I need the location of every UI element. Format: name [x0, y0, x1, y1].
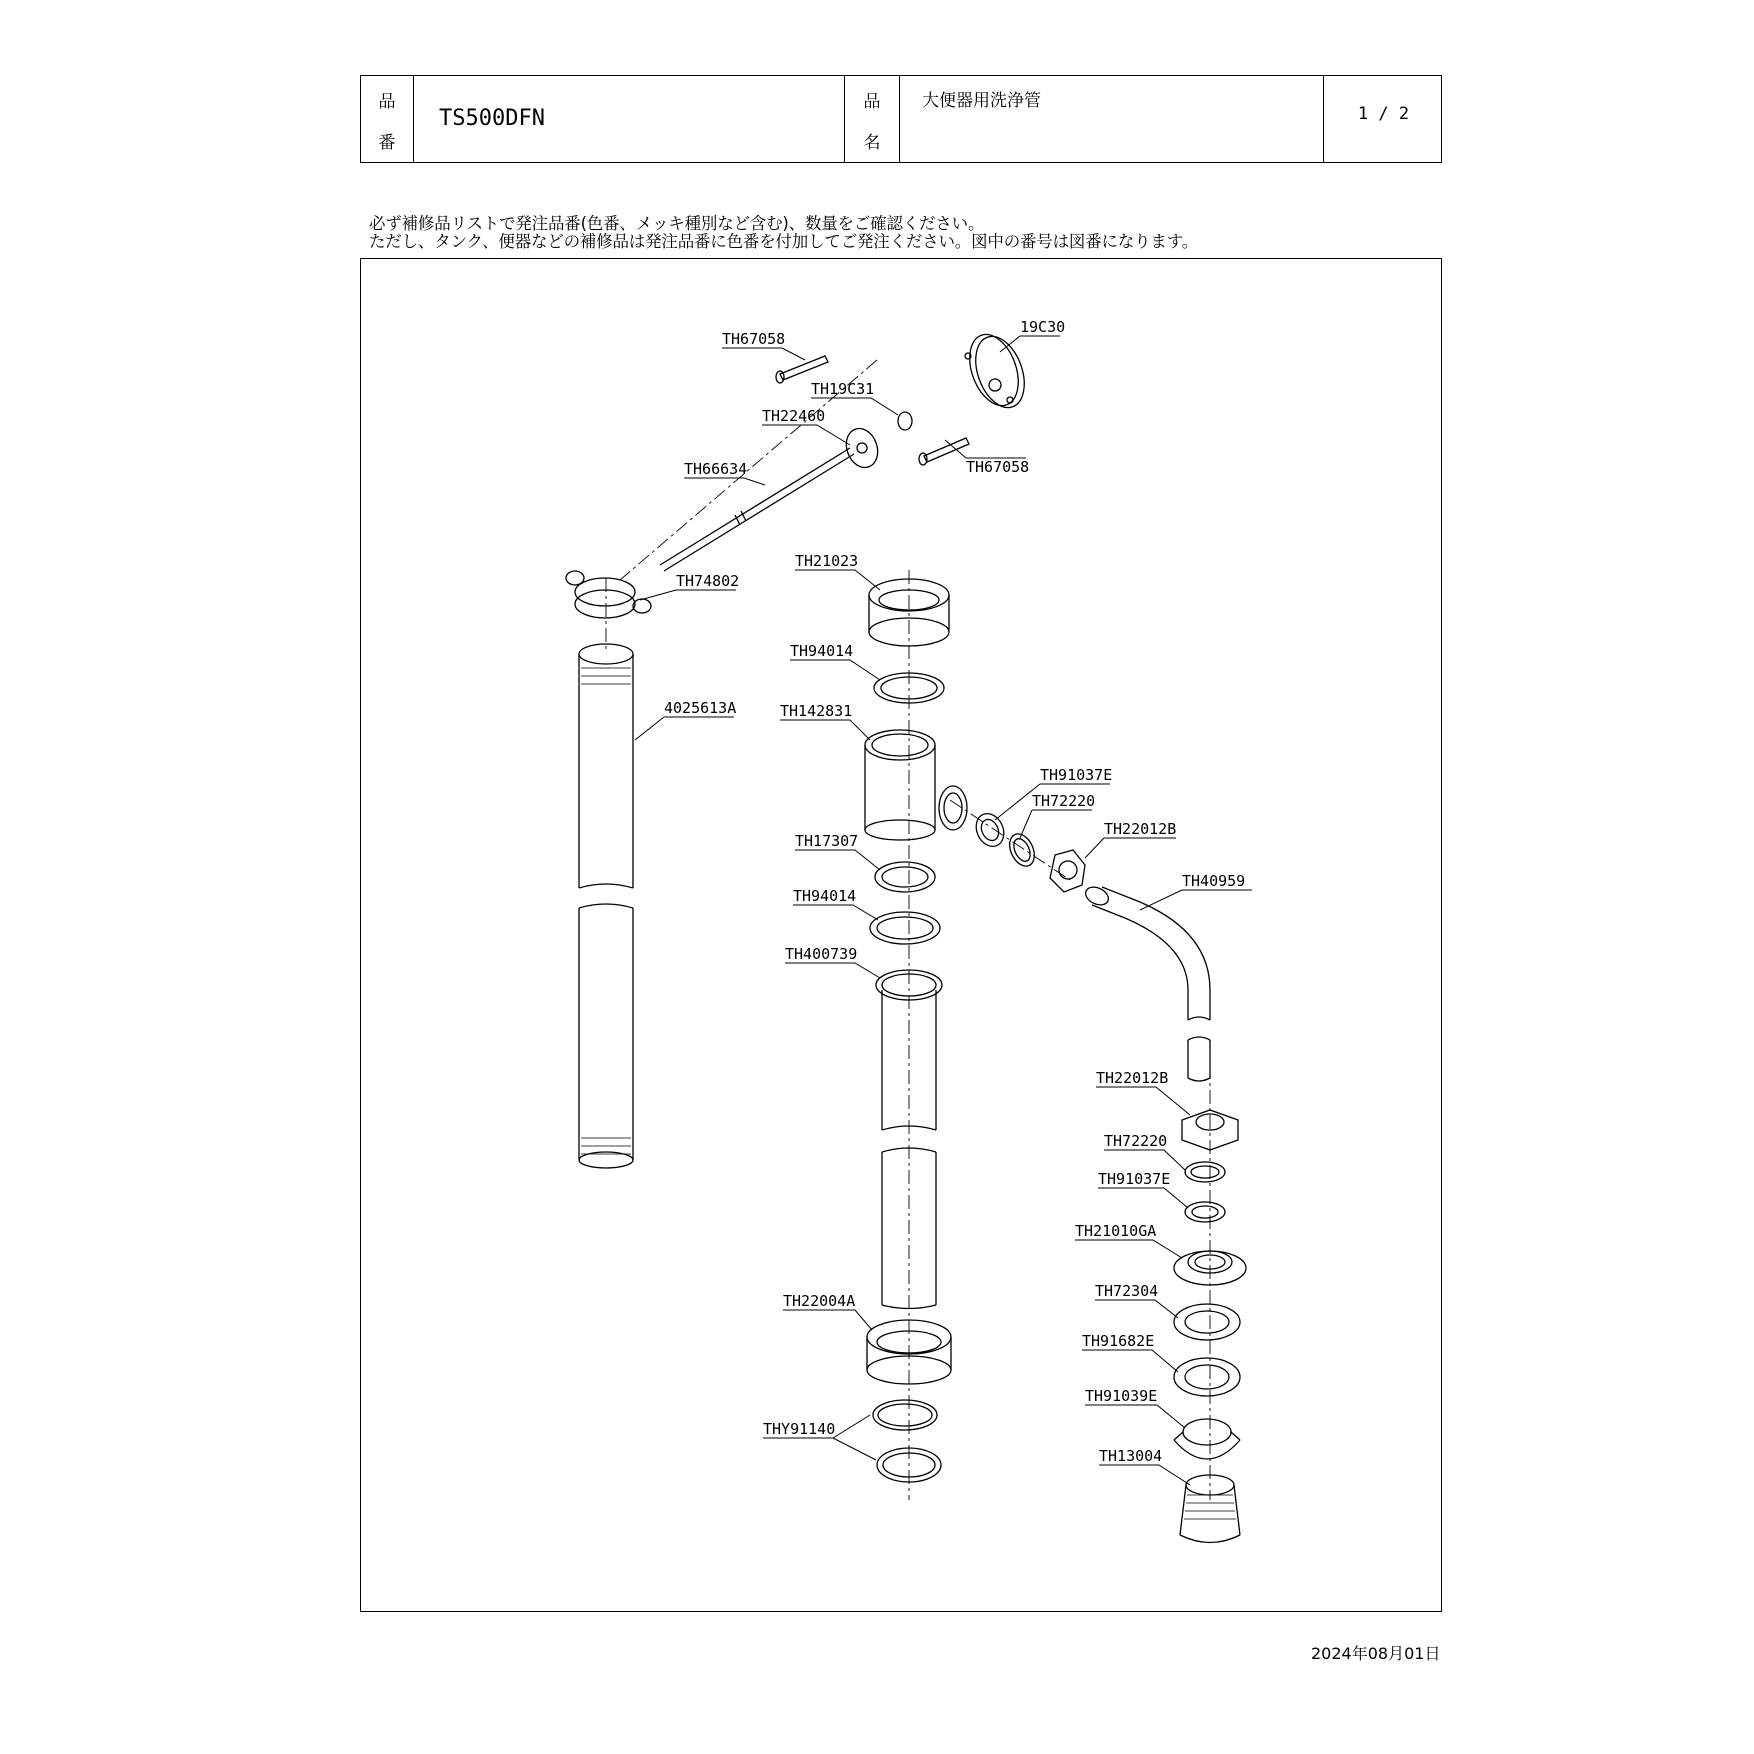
nut-th22012b-a — [1050, 850, 1085, 892]
name-label-top: 品 — [863, 92, 881, 112]
wall-plate-19c30 — [961, 328, 1034, 415]
screw-th67058-top — [776, 356, 828, 383]
pipe-th40959 — [1083, 884, 1210, 1081]
tee-th142831 — [865, 730, 967, 840]
page-number: 1 / 2 — [1357, 104, 1410, 124]
label-th17307: TH17307 — [795, 832, 859, 850]
label-th400739: TH400739 — [785, 945, 858, 963]
label-th19c31: TH19C31 — [811, 380, 875, 398]
ring-th72220-b — [1185, 1162, 1225, 1182]
label-th22004a: TH22004A — [783, 1292, 856, 1310]
washer-th72304 — [1174, 1304, 1240, 1340]
rings-thy91140 — [873, 1400, 941, 1482]
label-th94014-b: TH94014 — [793, 887, 857, 905]
part-number: TS500DFN — [439, 106, 545, 131]
label-th91037e-b: TH91037E — [1098, 1170, 1171, 1188]
label-th91037e-a: TH91037E — [1040, 766, 1113, 784]
label-th40959: TH40959 — [1182, 872, 1246, 890]
label-th91682e: TH91682E — [1082, 1332, 1155, 1350]
part-label-bottom: 番 — [378, 133, 396, 153]
label-th94014-a: TH94014 — [790, 642, 854, 660]
label-th91039e: TH91039E — [1085, 1387, 1158, 1405]
cone-th91039e — [1174, 1419, 1240, 1459]
label-th67058-bottom: TH67058 — [966, 458, 1030, 476]
ring-th91037e-a — [971, 809, 1009, 851]
leader-lines — [635, 336, 1252, 1485]
label-4025613a: 4025613A — [664, 699, 737, 717]
label-th22012b-b: TH22012B — [1096, 1069, 1169, 1087]
label-th72220-a: TH72220 — [1032, 792, 1096, 810]
product-name: 大便器用洗浄管 — [922, 91, 1041, 111]
note-line-2: ただし、タンク、便器などの補修品は発注品番に色番を付加してご発注ください。図中の番号は図番になります。 — [369, 232, 1198, 251]
label-th21010ga: TH21010GA — [1075, 1222, 1157, 1240]
label-th67058-top: TH67058 — [722, 330, 786, 348]
name-label-bottom: 名 — [863, 133, 881, 153]
part-label-top: 品 — [378, 92, 396, 112]
label-th21023: TH21023 — [795, 552, 859, 570]
label-th66634: TH66634 — [684, 460, 748, 478]
label-19c30: 19C30 — [1020, 318, 1066, 336]
note-line-1: 必ず補修品リストで発注品番(色番、メッキ種別など含む)、数量をご確認ください。 — [369, 214, 985, 233]
label-th142831: TH142831 — [780, 702, 853, 720]
label-th13004: TH13004 — [1099, 1447, 1163, 1465]
label-th22460: TH22460 — [762, 407, 826, 425]
washer-th91682e — [1174, 1358, 1240, 1396]
part-labels — [664, 318, 1245, 1465]
ring-th72220-a — [1005, 830, 1039, 870]
ring-th17307 — [875, 862, 935, 892]
label-thy91140: THY91140 — [763, 1420, 836, 1438]
band-th74802 — [566, 571, 651, 618]
label-th72220-b: TH72220 — [1104, 1132, 1168, 1150]
screw-th67058-bottom — [919, 438, 969, 465]
ring-th91037e-b — [1185, 1202, 1225, 1222]
ring-th94014-b — [870, 912, 940, 944]
label-th22012b-a: TH22012B — [1104, 820, 1177, 838]
label-th72304: TH72304 — [1095, 1282, 1159, 1300]
nut-th19c31 — [898, 412, 912, 430]
label-th74802: TH74802 — [676, 572, 740, 590]
pipe-4025613a — [579, 644, 633, 1168]
center-lines — [606, 360, 1210, 1500]
issue-date: 2024年08月01日 — [1311, 1644, 1441, 1663]
nut-th22460 — [841, 424, 883, 472]
